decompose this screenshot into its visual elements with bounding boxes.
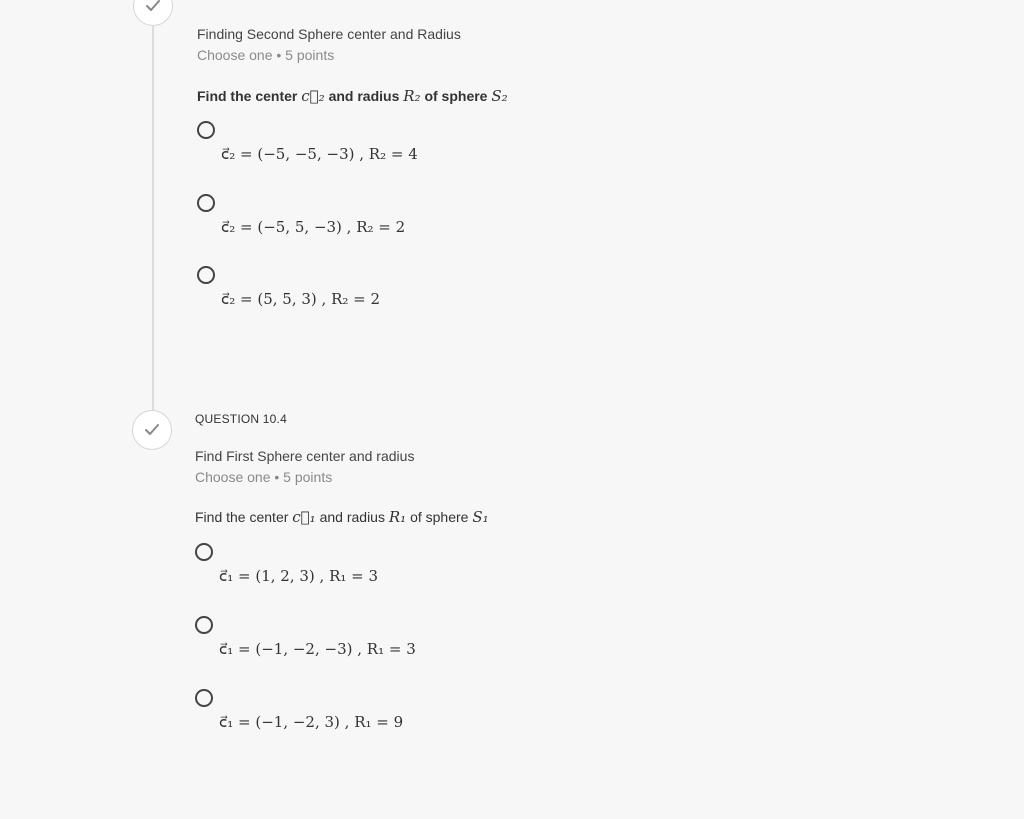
answer-option[interactable] — [195, 616, 595, 664]
question-label: QUESTION 10.4 — [195, 412, 287, 426]
radio-icon[interactable] — [195, 689, 213, 707]
answer-option-text: c⃗₁ = (−1, −2, −3) , R₁ = 3 — [219, 640, 416, 658]
radio-icon[interactable] — [195, 543, 213, 561]
check-icon — [142, 420, 162, 440]
question-meta: Choose one • 5 points — [197, 47, 335, 63]
question-prompt — [197, 85, 797, 107]
answer-option-text: c⃗₂ = (5, 5, 3) , R₂ = 2 — [221, 290, 381, 308]
prompt-prefix: Find the center — [197, 88, 298, 104]
timeline-line — [152, 0, 154, 410]
question-title: Find First Sphere center and radius — [195, 448, 415, 464]
answer-option[interactable] — [197, 121, 597, 169]
radio-icon[interactable] — [197, 121, 215, 139]
answer-option-text: c⃗₂ = (−5, −5, −3) , R₂ = 4 — [221, 145, 418, 163]
answer-option[interactable] — [197, 194, 597, 242]
question-block-2 — [195, 410, 795, 740]
radio-icon[interactable] — [195, 616, 213, 634]
prompt-var-radius: R₁ — [388, 508, 407, 526]
answer-option[interactable] — [195, 689, 595, 737]
prompt-suffix: of sphere — [410, 509, 469, 525]
check-icon — [143, 0, 163, 16]
answer-option[interactable] — [195, 543, 595, 591]
prompt-suffix: of sphere — [424, 88, 488, 104]
prompt-var-center: c⃗₂ — [301, 87, 325, 105]
prompt-prefix: Find the center — [195, 509, 289, 525]
answer-option-text: c⃗₁ = (−1, −2, 3) , R₁ = 9 — [219, 713, 404, 731]
answer-option-text: c⃗₂ = (−5, 5, −3) , R₂ = 2 — [221, 218, 406, 236]
prompt-var-sphere: S₁ — [472, 508, 489, 526]
prompt-var-sphere: S₂ — [491, 87, 508, 105]
prompt-var-radius: R₂ — [403, 87, 421, 105]
question-meta: Choose one • 5 points — [195, 469, 333, 485]
answer-option-text: c⃗₁ = (1, 2, 3) , R₁ = 3 — [219, 567, 379, 585]
prompt-var-center: c⃗₁ — [292, 508, 316, 526]
question-block-1 — [197, 24, 797, 324]
answer-option[interactable] — [197, 266, 597, 314]
prompt-mid: and radius — [328, 88, 400, 104]
radio-icon[interactable] — [197, 194, 215, 212]
question-prompt — [195, 506, 795, 528]
question-status-check-1 — [133, 0, 173, 26]
question-title: Finding Second Sphere center and Radius — [197, 26, 461, 42]
radio-icon[interactable] — [197, 266, 215, 284]
question-status-check-2 — [132, 410, 172, 450]
prompt-mid: and radius — [319, 509, 385, 525]
